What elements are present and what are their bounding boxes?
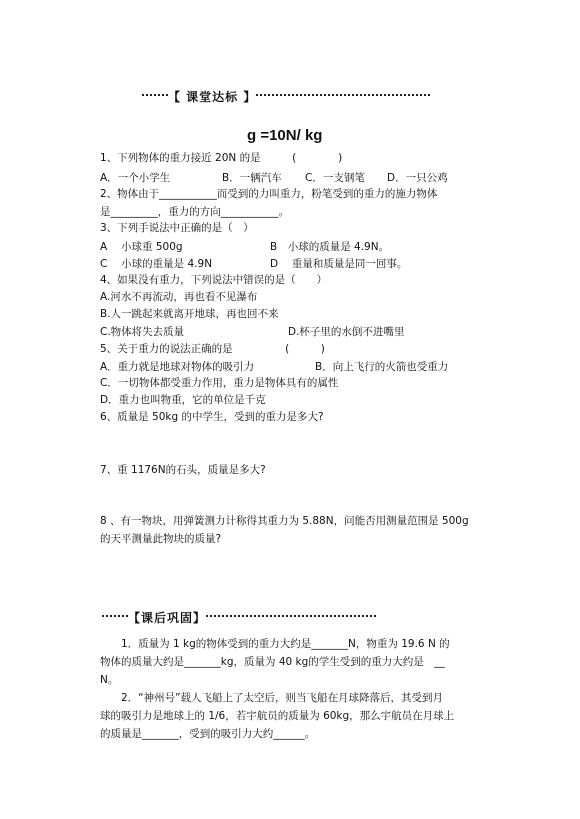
question-4-option-c: C.物体将失去质量: [100, 326, 185, 338]
question-1-option-b: B．一辆汽车: [222, 172, 282, 184]
question-5-stem: 5、关于重力的说法正确的是 ( ): [100, 343, 325, 355]
homework-2-line-1: 2．“神州号”载人飞船上了太空后，则当飞船在月球降落后，其受到月: [121, 692, 444, 704]
question-1-option-d: D．一只公鸡: [387, 172, 448, 184]
question-5-option-c: C．一切物体都受重力作用，重力是物体具有的属性: [100, 377, 339, 389]
homework-1-line-2: 物体的质量大约是_______kg，质量为 40 kg的学生受到的重力大约是 __: [100, 656, 445, 668]
question-3-option-d: D 重量和质量是同一回事。: [270, 258, 408, 270]
question-3-option-c: C 小球的重量是 4.9N: [100, 258, 213, 270]
question-1-stem: 1、下列物体的重力接近 20N 的是 ( ): [100, 152, 343, 164]
dotted-leader-right: [256, 94, 430, 96]
dotted-leader-right: [206, 615, 376, 617]
gravity-formula: g =10N/ kg: [247, 127, 323, 144]
question-4-option-b: B.人一跳起来就离开地球，再也回不来: [100, 308, 279, 320]
question-4-stem: 4、如果没有重力，下列说法中错误的是（ ）: [100, 274, 328, 286]
homework-2-line-2: 球的吸引力是地球上的 1/6，若宇航员的质量为 60kg，那么宇航员在月球上: [100, 710, 455, 722]
question-3-stem: 3、下列手说法中正确的是（ ）: [100, 222, 254, 234]
section-header-after-class: [102, 610, 376, 626]
question-5-option-d: D．重力也叫物重，它的单位是千克: [100, 394, 266, 406]
question-3-option-b: B 小球的质量是 4.9N。: [270, 241, 390, 253]
question-8-line-1: 8 、有一物块，用弹簧测力计称得其重力为 5.88N，问能否用测量范围是 500g: [100, 515, 469, 527]
homework-2-line-3: 的质量是_______，受到的吸引力大约______。: [100, 728, 316, 740]
dotted-leader-left: [102, 615, 128, 617]
question-2-line-1: 2、物体由于___________而受到的力叫重力，粉笔受到的重力的施力物体: [100, 188, 438, 200]
question-5-option-b: B．向上飞行的火箭也受重力: [315, 361, 449, 373]
homework-1-line-3: N。: [100, 674, 119, 686]
question-1-option-a: A．一个小学生: [100, 172, 171, 184]
question-1-option-c: C．一支钢笔: [305, 172, 365, 184]
question-7: 7、重 1176N的石头，质量是多大?: [100, 464, 266, 476]
homework-1-line-1: 1．质量为 1 kg的物体受到的重力大约是_______N，物重为 19.6 N 的: [121, 638, 450, 650]
question-8-line-2: 的天平测量此物块的质量?: [100, 533, 222, 545]
question-3-option-a: A 小球重 500g: [100, 241, 183, 253]
question-6: 6、质量是 50kg 的中学生，受到的重力是多大?: [100, 411, 324, 423]
question-4-option-d: D.杯子里的水倒不进嘴里: [288, 326, 405, 338]
section-header-label: 【课后巩固】: [128, 611, 207, 625]
section-header-classroom: [142, 89, 430, 105]
question-4-option-a: A.河水不再流动，再也看不见瀑布: [100, 291, 258, 303]
question-2-line-2: 是_________，重力的方向___________。: [100, 206, 289, 218]
section-header-label: 【 课堂达标 】: [168, 90, 257, 104]
dotted-leader-left: [142, 94, 168, 96]
question-5-option-a: A．重力就是地球对物体的吸引力: [100, 361, 255, 373]
